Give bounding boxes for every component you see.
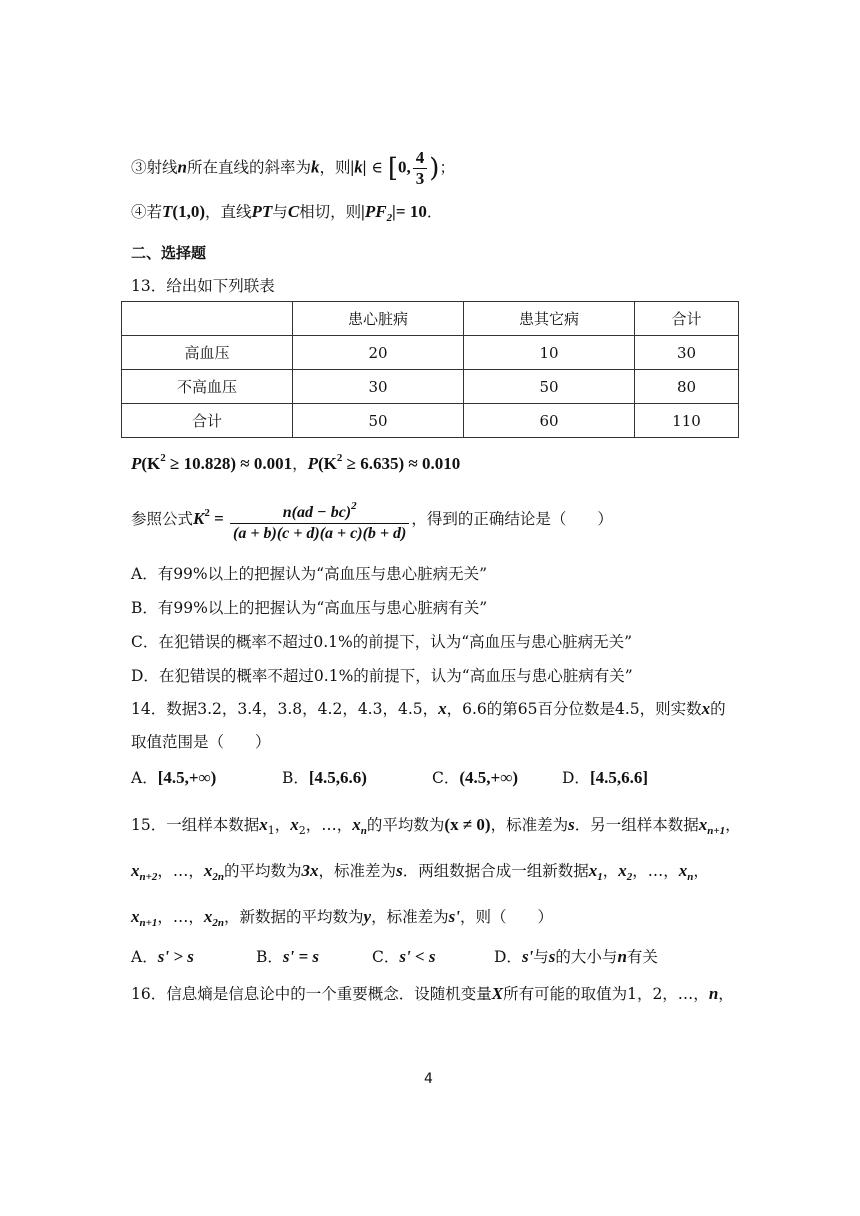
q13-formula: 参照公式$K^2$ = $\frac{n(ad - bc)^2}{(a + b)(c + d)(a + c)(b + d)}$ ，得到的正确结论是（ ） xyxy=(131,496,613,544)
q15-option-b: B．s' = s xyxy=(256,947,320,966)
q13-option-c: C．在犯错误的概率不超过0.1%的前提下，认为“高血压与患心脏病无关” xyxy=(131,633,633,651)
contingency-table xyxy=(121,301,739,438)
q15-option-a: A．s' > s xyxy=(131,947,194,966)
table-cell xyxy=(122,302,293,336)
q14-stem-line2: 取值范围是（ ） xyxy=(131,733,271,751)
q14-option-d: D．[4.5,6.6] xyxy=(562,768,649,787)
table-cell: 20 xyxy=(293,336,464,370)
table-row xyxy=(122,404,739,438)
q15-line3: $x_{n+1}$，…，$x_{2n}$，新数据的平均数为y，标准差为s'，则（ ） xyxy=(131,907,553,929)
q14-option-b: B．[4.5,6.6) xyxy=(282,768,367,787)
item-4: ④若T(1,0)，直线PT与C相切，则$|PF_2|= 10$． xyxy=(131,202,443,224)
q15-option-c: C．s' < s xyxy=(372,947,436,966)
table-row xyxy=(122,370,739,404)
table-cell: 50 xyxy=(464,370,635,404)
table-cell: 60 xyxy=(464,404,635,438)
q14-option-c: C．(4.5,+∞) xyxy=(432,768,519,787)
q13-option-b: B．有99%以上的把握认为“高血压与患心脏病有关” xyxy=(131,599,488,617)
table-cell: 30 xyxy=(635,336,739,370)
table-cell: 10 xyxy=(464,336,635,370)
table-cell: 合计 xyxy=(635,302,739,336)
q13-stem: 13．给出如下列联表 xyxy=(131,277,275,295)
table-cell: 30 xyxy=(293,370,464,404)
table-cell: 110 xyxy=(635,404,739,438)
q14-stem-line1: 14．数据3.2，3.4，3.8，4.2，4.3，4.5，x，6.6的第65百分位数是4.5，则实数x的 xyxy=(131,699,726,718)
table-row xyxy=(122,336,739,370)
q15-option-d: D．s'与s的大小与n有关 xyxy=(494,947,658,966)
q15-line2: $x_{n+2}$，…，$x_{2n}$的平均数为3x，标准差为s．两组数据合成一组新数据$x_1$，$x_2$，…，$x_n$， xyxy=(131,861,709,883)
table-cell: 患其它病 xyxy=(464,302,635,336)
table-cell: 50 xyxy=(293,404,464,438)
table-cell: 患心脏病 xyxy=(293,302,464,336)
q13-option-a: A．有99%以上的把握认为“高血压与患心脏病无关” xyxy=(131,565,487,583)
item-3: ③射线n所在直线的斜率为k，则|k| ∈ [0, $\frac{4}{3}$ )； xyxy=(131,148,455,188)
q16-stem: 16．信息熵是信息论中的一个重要概念．设随机变量X所有可能的取值为1，2，…，n， xyxy=(131,984,734,1003)
section-heading: 二、选择题 xyxy=(131,244,207,262)
table-cell: 80 xyxy=(635,370,739,404)
q13-probabilities: $P(K^2 \ge 10.828) \approx 0.001$，$P(K^2 \ge 6.635) \approx 0.010$ xyxy=(131,452,461,473)
page-number: 4 xyxy=(424,1071,433,1087)
q13-option-d: D．在犯错误的概率不超过0.1%的前提下，认为“高血压与患心脏病有关” xyxy=(131,667,633,685)
q15-line1: 15．一组样本数据$x_1$，$x_2$，…，$x_n$的平均数为(x ≠ 0)，标准差为s．另一组样本数据$x_{n+1}$， xyxy=(131,815,741,837)
q14-option-a: A．[4.5,+∞) xyxy=(131,768,217,787)
table-cell: 高血压 xyxy=(122,336,293,370)
table-cell: 不高血压 xyxy=(122,370,293,404)
table-cell: 合计 xyxy=(122,404,293,438)
table-header-row xyxy=(122,302,739,336)
